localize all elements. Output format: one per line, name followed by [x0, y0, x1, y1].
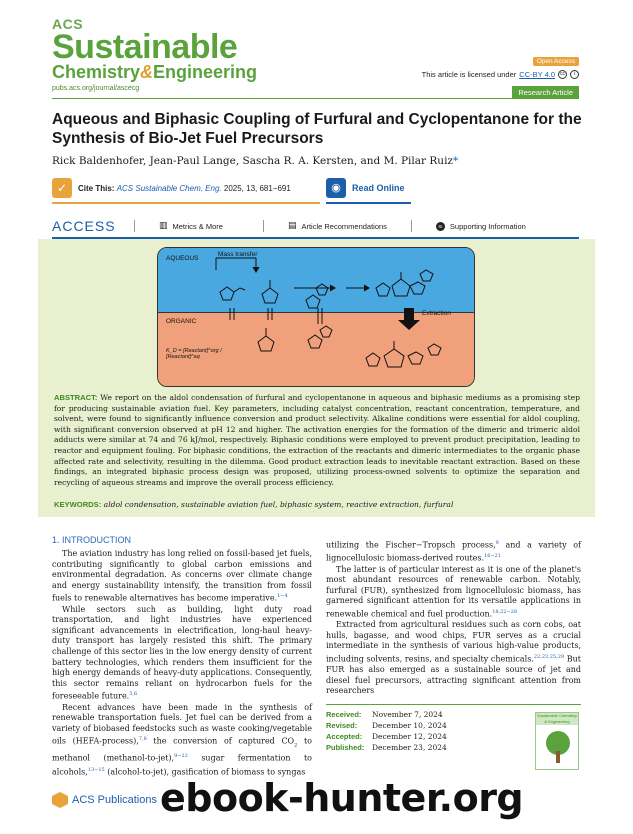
read-online-button[interactable] — [326, 178, 405, 198]
access-separator — [134, 220, 135, 232]
author-list — [52, 155, 458, 167]
acs-hex-icon — [52, 792, 68, 808]
journal-cover-thumbnail[interactable] — [535, 712, 579, 770]
acs-publications-logo[interactable] — [52, 792, 157, 808]
date-key: Received: — [326, 710, 362, 719]
body-column-left — [52, 549, 312, 778]
citation-ref[interactable]: 13−15 — [87, 766, 105, 773]
cite-detail: 2025, 13, 681−691 — [223, 183, 291, 193]
paragraph-text: The latter is of particular interest as it is one of the planet's most abundant resources of renewable carbon. Notably, furfural (FUR), synthesized from lignocellulosic biomass, has garnered significant attention for its versatile applications in renewable chemical and fuel production. — [326, 564, 581, 619]
metrics-link[interactable] — [159, 221, 223, 231]
extraction-label: Extraction — [422, 310, 451, 317]
cite-this[interactable] — [52, 178, 291, 198]
paragraph — [52, 549, 312, 605]
abstract — [54, 393, 580, 488]
citation-ref[interactable]: 22,23,25,29 — [533, 653, 565, 660]
recommendations-label: Article Recommendations — [301, 221, 387, 231]
cc-icon: cc — [560, 71, 565, 77]
cite-underline — [52, 202, 320, 204]
license-text: This article is licensed under — [421, 70, 517, 79]
mass-transfer-label: Mass transfer — [218, 251, 258, 258]
aqueous-label: AQUEOUS — [166, 255, 199, 262]
paragraph-text: utilizing the Fischer−Tropsch process, — [326, 540, 496, 550]
read-online-label: Read Online — [352, 183, 405, 193]
paragraph-text: and a variety of lignocellulosic biomass-derived routes. — [326, 540, 581, 563]
logo-sustainable: Sustainable — [52, 28, 238, 66]
globe-icon: ◉ — [326, 178, 346, 198]
paragraph — [52, 605, 312, 703]
supporting-info-label: Supporting Information — [449, 221, 526, 231]
logo-acs: ACS — [52, 16, 84, 32]
abstract-body: We report on the aldol condensation of furfural and cyclopentanone in aqueous and biphasic mediums as a promising step for producing sustainable aviation fuel. Key parameters, including catalyst concentration, reactant concentration, temperature, and solvent, were found to significantly influence conversion and product selectivity. Alkaline conditions were essential for aldol coupling, with significant conversion observed at pH 12 and higher. The activation energies for the formation of the dimeric and trimeric aldol adducts were similar at 74 and 76 kJ/mol, respectively. Biphasic conditions were employed to prevent product precipitation, leading to reactor and equipment fouling. For biphasic conditions, the extraction of the reactants and dimeric intermediates to the organic phase affected rate and selectivity, resulting in the dilemma. Good product extraction leads to inevitable reactant extraction. Based on these findings, an integrated biphasic process design was proposed, utilizing process-owned solvents to optimize the separation and recycling of aqueous streams and improve the overall process efficiency. — [54, 393, 580, 487]
corresponding-author-mark[interactable]: * — [452, 155, 459, 167]
keywords-list: aldol condensation, sustainable aviation fuel, biphasic system, reactive extraction, furfural — [103, 500, 454, 509]
quote-icon: ✓ — [52, 178, 72, 198]
cite-text — [78, 184, 291, 193]
cite-journal: ACS Sustainable Chem. Eng. — [116, 183, 222, 193]
paragraph-text: But FUR has also emerged as a sustainable source of jet and diesel fuel precursors, attracting significant attention from researchers — [326, 654, 581, 696]
publisher-name: ACS Publications — [72, 794, 157, 806]
read-online-underline — [326, 202, 411, 204]
abstract-label: ABSTRACT: — [54, 393, 98, 402]
tree-trunk — [556, 751, 560, 763]
paragraph-text: sugar fermentation to alcohols, — [52, 753, 312, 777]
access-bar — [52, 216, 579, 236]
access-separator — [263, 220, 264, 232]
keywords-label: KEYWORDS: — [54, 500, 102, 509]
article-title: Aqueous and Biphasic Coupling of Furfural and Cyclopentanone for the Synthesis of Bio-Jet Fuel Precursors — [52, 111, 582, 147]
paragraph — [326, 620, 581, 697]
bar-chart-icon: ▥ — [159, 221, 168, 231]
logo-chem-eng — [52, 62, 257, 82]
watermark: ebook-hunter.org — [160, 776, 524, 820]
paragraph-text: to methanol (methanol-to-jet), — [52, 737, 312, 763]
article-type-badge: Research Article — [512, 86, 579, 99]
date-value: December 10, 2024 — [372, 721, 447, 730]
subscript: 2 — [294, 742, 298, 749]
citation-ref[interactable]: 18,22−28 — [492, 608, 518, 615]
license-link[interactable]: CC-BY 4.0 — [519, 70, 555, 79]
article-list-icon: ▤ — [287, 221, 297, 231]
cite-label: Cite This: — [78, 183, 115, 193]
metrics-label: Metrics & More — [172, 221, 223, 231]
paragraph — [326, 565, 581, 621]
citation-ref[interactable]: 16−21 — [484, 553, 501, 560]
by-icon: i — [570, 70, 579, 79]
si-icon: SI — [436, 222, 445, 231]
citation-ref[interactable]: 7,8 — [138, 736, 147, 743]
date-key: Published: — [326, 743, 365, 752]
citation-ref[interactable]: 9−12 — [174, 753, 188, 760]
paragraph — [52, 703, 312, 778]
license-line — [422, 70, 579, 79]
date-value: December 23, 2024 — [372, 743, 447, 752]
date-key: Revised: — [326, 721, 358, 730]
journal-logo[interactable] — [52, 16, 257, 82]
supporting-info-link[interactable] — [436, 222, 526, 231]
paragraph-text: the conversion of captured CO — [146, 737, 295, 747]
body-column-right — [326, 538, 581, 697]
recommendations-link[interactable] — [288, 221, 387, 231]
date-key: Accepted: — [326, 732, 363, 741]
citation-ref[interactable]: 9 — [495, 540, 499, 546]
logo-amp: & — [140, 62, 154, 82]
logo-engineering: Engineering — [153, 62, 258, 82]
citation-ref[interactable]: 5,6 — [129, 691, 138, 698]
reaction-scheme — [158, 248, 475, 387]
partition-equation: K_D = [Reactant]^org / [Reactant]^aq — [166, 348, 222, 360]
journal-url-link[interactable]: pubs.acs.org/journal/ascecg — [52, 85, 140, 92]
paragraph-text: Recent advances have been made in the synthesis of renewable transportation fuels. Jet fuel can be derived from a variety of biobased feedstocks such as waste cooking/vegetable oils (HEFA-process), — [52, 702, 312, 747]
logo-chemistry: Chemistry — [52, 62, 141, 82]
authors-text[interactable]: Rick Baldenhofer, Jean-Paul Lange, Sascha R. A. Kersten, and M. Pilar Ruiz — [52, 155, 453, 167]
toc-graphic[interactable] — [157, 247, 475, 387]
organic-label: ORGANIC — [166, 318, 197, 325]
paragraph-text: Extracted from agricultural residues such as corn cobs, oat hulls, bagasse, and wood chips, FUR serves as a crucial intermediate in the synthesis of various high-value products, including solvents, resins, and specialty chemicals. — [326, 620, 581, 664]
citation-ref[interactable]: 1−4 — [277, 593, 288, 600]
paragraph — [326, 538, 581, 565]
keywords — [54, 500, 580, 509]
date-value: November 7, 2024 — [372, 710, 443, 719]
paragraph-text: The aviation industry has long relied on fossil-based jet fuels, contributing significantly to global carbon emissions and environmental degradation. As concerns over climate change and energy sustainability intensify, the transition from fossil fuels to renewable alternatives has become imperative. — [52, 549, 312, 604]
date-value: December 12, 2024 — [372, 732, 447, 741]
header-divider — [52, 98, 579, 99]
paragraph-text: (alcohol-to-jet), gasification of biomass to syngas — [104, 767, 306, 777]
access-separator — [411, 220, 412, 232]
paragraph-text: While sectors such as building, light duty road transportation, and light industries have experienced significant advancements in electrification, long-haul heavy-duty transport has largely resisted this shift. The primary challenge of this sector lies in the low energy density of current battery technologies, which renders them insufficient for the high energy demands of heavy-duty applications. Consequently, this sector remains reliant on hydrocarbon fuels for the foreseeable future. — [52, 604, 312, 702]
open-access-badge: Open Access — [533, 57, 579, 66]
cover-title: Sustainable Chemistry & Engineering — [536, 713, 578, 724]
section-heading: 1. INTRODUCTION — [52, 535, 132, 545]
access-label: ACCESS — [52, 218, 116, 234]
